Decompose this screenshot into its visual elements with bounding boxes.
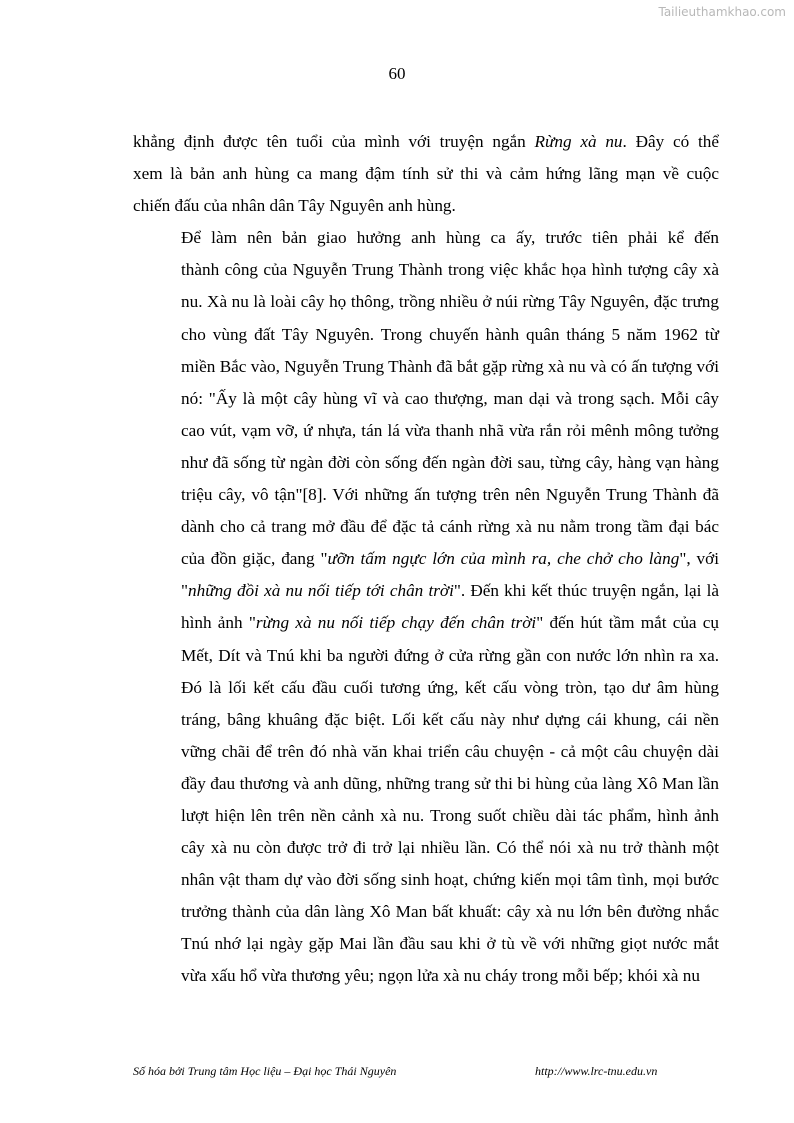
italic-quote: ưỡn tấm ngực lớn của mình ra, che chở cho làng <box>327 549 680 569</box>
text-line <box>133 928 719 960</box>
paragraph <box>133 222 719 992</box>
text-line <box>133 383 719 415</box>
text-segment: Tnú nhớ lại ngày gặp Mai lần đầu sau khi ở tù về với những giọt nước mắt <box>181 934 719 954</box>
text-segment: nu. Xà nu là loài cây họ thông, trồng nhiều ở núi rừng Tây Nguyên, đặc trưng <box>181 292 719 312</box>
text-segment: vừa xấu hổ vừa thương yêu; ngọn lửa xà nu cháy trong mỗi bếp; khói xà nu <box>181 966 700 986</box>
text-line <box>133 800 719 832</box>
text-line <box>133 607 719 639</box>
text-segment: . Đây có thể <box>622 132 719 151</box>
text-line <box>133 736 719 768</box>
text-line <box>133 672 719 704</box>
italic-quote: Rừng xà nu <box>534 132 623 151</box>
text-line <box>133 511 719 543</box>
text-line <box>133 351 719 383</box>
text-segment: thành công của Nguyễn Trung Thành trong việc khắc họa hình tượng cây xà <box>181 260 719 280</box>
text-line <box>133 286 719 318</box>
text-segment: nhân vật tham dự vào đời sống sinh hoạt, chứng kiến mọi tâm tình, mọi bước <box>181 870 719 890</box>
text-segment: khẳng định được tên tuổi của mình với truyện ngắn <box>133 132 535 151</box>
text-segment: Để làm nên bản giao hưởng anh hùng ca ấy, trước tiên phải kể đến <box>181 228 719 248</box>
text-line <box>133 704 719 736</box>
text-line <box>133 319 719 351</box>
text-line <box>133 832 719 864</box>
italic-quote: rừng xà nu nối tiếp chạy đến chân trời <box>255 613 537 633</box>
footer-url: http://www.lrc-tnu.edu.vn <box>535 1064 658 1078</box>
text-line <box>133 575 719 607</box>
paragraph <box>133 126 719 222</box>
text-segment: như đã sống từ ngàn đời còn sống đến ngàn đời sau, từng cây, hàng vạn hàng <box>181 452 719 472</box>
watermark: Tailieuthamkhao.com <box>658 5 786 19</box>
text-segment: Đó là lối kết cấu đầu cuối tương ứng, kết cấu vòng tròn, tạo dư âm hùng <box>181 677 719 697</box>
text-line <box>133 543 719 575</box>
text-segment: " đến hút tầm mắt của cụ <box>536 613 720 633</box>
text-line <box>133 479 719 511</box>
text-segment: ", với <box>679 549 719 569</box>
text-segment: dành cho cả trang mở đầu để đặc tả cánh rừng xà nu nằm trong tầm đại bác <box>181 517 719 537</box>
text-line <box>133 864 719 896</box>
body-text <box>133 126 719 993</box>
footer-source: Số hóa bởi Trung tâm Học liệu – Đại học Thái Nguyên <box>133 1064 397 1078</box>
text-segment: miền Bắc vào, Nguyễn Trung Thành đã bắt gặp rừng xà nu và có ấn tượng với <box>181 356 719 376</box>
text-segment: " <box>181 581 189 601</box>
text-segment: trưởng thành của dân làng Xô Man bất khuất: cây xà nu lớn bên đường nhắc <box>181 902 719 922</box>
text-segment: cao vút, vạm vỡ, ứ nhựa, tán lá vừa thanh nhã vừa rắn rỏi mênh mông tưởng <box>181 420 719 440</box>
text-line <box>133 640 719 672</box>
text-segment: triệu cây, vô tận"[8]. Với những ấn tượng trên nên Nguyễn Trung Thành đã <box>181 485 719 505</box>
text-segment: Mết, Dít và Tnú khi ba người đứng ở cửa rừng gần con nước lớn nhìn ra xa. <box>181 645 719 665</box>
text-line <box>133 447 719 479</box>
text-line <box>133 190 719 222</box>
text-line <box>133 896 719 928</box>
text-line <box>133 415 719 447</box>
text-line <box>133 222 719 254</box>
text-line <box>133 254 719 286</box>
text-segment: xem là bản anh hùng ca mang đậm tính sử thi và cảm hứng lãng mạn về cuộc <box>133 164 719 184</box>
text-segment: nó: "Ấy là một cây hùng vĩ và cao thượng, man dại và trong sạch. Mỗi cây <box>181 388 719 408</box>
text-line <box>133 768 719 800</box>
text-line <box>133 158 719 190</box>
text-line <box>133 960 719 992</box>
text-segment: hình ảnh " <box>181 613 256 633</box>
text-line <box>133 126 719 158</box>
text-segment: cây xà nu còn được trở đi trở lại nhiều lần. Có thể nói xà nu trở thành một <box>181 838 719 858</box>
text-segment: chiến đấu của nhân dân Tây Nguyên anh hùng. <box>133 196 456 216</box>
italic-quote: những đồi xà nu nối tiếp tới chân trời <box>188 581 454 601</box>
text-segment: tráng, bâng khuâng đặc biệt. Lối kết cấu này như dựng cái khung, cái nền <box>181 709 719 729</box>
text-segment: cho vùng đất Tây Nguyên. Trong chuyến hành quân tháng 5 năm 1962 từ <box>181 324 719 344</box>
text-segment: vững chãi để trên đó nhà văn khai triển câu chuyện - cả một câu chuyện dài <box>181 741 719 761</box>
text-segment: đầy đau thương và anh dũng, những trang sử thi bi hùng của làng Xô Man lần <box>181 773 719 793</box>
text-segment: lượt hiện lên trên nền cảnh xà nu. Trong suốt chiều dài tác phẩm, hình ảnh <box>181 805 719 825</box>
page-number: 60 <box>388 64 406 83</box>
text-segment: của đồn giặc, đang " <box>181 549 328 569</box>
text-segment: ". Đến khi kết thúc truyện ngắn, lại là <box>453 581 720 601</box>
